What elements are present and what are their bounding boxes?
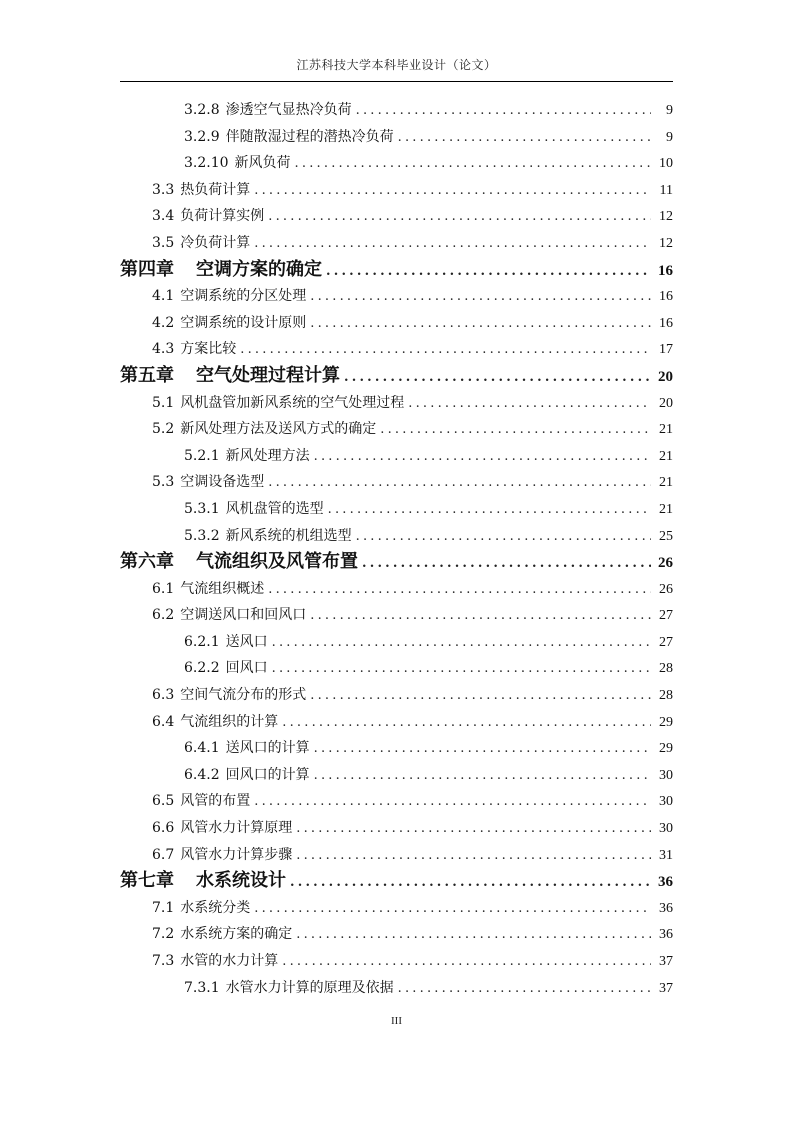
- toc-dot-leader: [290, 870, 651, 895]
- toc-entry-page: 21: [659, 422, 673, 438]
- toc-entry[interactable]: [120, 390, 673, 417]
- toc-dot-leader: [398, 125, 651, 151]
- toc-dot-leader: [314, 763, 651, 789]
- toc-entry[interactable]: [120, 762, 673, 789]
- toc-entry[interactable]: [120, 336, 673, 363]
- toc-entry-title: 水管水力计算的原理及依据: [225, 979, 394, 996]
- toc-entry-number: 7.3: [152, 953, 175, 969]
- running-header: 江苏科技大学本科毕业设计（论文）: [296, 58, 497, 72]
- toc-entry-page: 30: [659, 794, 673, 810]
- toc-entry[interactable]: [120, 523, 673, 550]
- toc-entry-number: 6.5: [152, 793, 175, 810]
- toc-entry-title: 气流组织概述: [180, 580, 265, 597]
- toc-entry-title: 气流组织的计算: [180, 713, 279, 730]
- toc-entry[interactable]: [120, 203, 673, 230]
- toc-entry-number: 6.6: [152, 820, 175, 837]
- toc-entry-number: 3.2.8: [184, 102, 220, 118]
- toc-entry-number: 6.3: [152, 687, 175, 704]
- toc-dot-leader: [268, 470, 651, 496]
- toc-entry-number: 第五章: [120, 364, 174, 386]
- toc-entry-number: 4.3: [152, 341, 175, 358]
- toc-entry-page: 37: [659, 980, 673, 996]
- toc-entry[interactable]: [120, 709, 673, 736]
- toc-entry-number: 5.2: [152, 421, 175, 438]
- toc-entry[interactable]: [120, 975, 673, 1002]
- toc-entry[interactable]: [120, 124, 673, 151]
- toc-dot-leader: [296, 922, 651, 948]
- toc-entry-page: 27: [659, 634, 673, 650]
- toc-entry-title: 新风处理方法: [225, 447, 310, 464]
- toc-entry[interactable]: [120, 602, 673, 629]
- toc-dot-leader: [282, 710, 651, 736]
- toc-entry-page: 29: [659, 741, 673, 757]
- page-number: III: [391, 1015, 402, 1027]
- toc-entry-title: 新风系统的机组选型: [225, 527, 352, 544]
- toc-entry-number: 6.2: [152, 607, 175, 624]
- toc-dot-leader: [254, 178, 651, 204]
- toc-dot-leader: [314, 444, 651, 470]
- toc-entry-page: 26: [659, 581, 673, 597]
- toc-dot-leader: [326, 259, 651, 284]
- toc-entry[interactable]: [120, 682, 673, 709]
- toc-entry-title: 渗透空气显热冷负荷: [225, 102, 352, 118]
- toc-entry-page: 36: [659, 900, 673, 916]
- toc-entry[interactable]: [120, 895, 673, 922]
- toc-entry-page: 21: [659, 475, 673, 491]
- toc-entry-page: 16: [658, 262, 673, 279]
- toc-entry-title: 空调方案的确定: [196, 258, 322, 280]
- toc-entry[interactable]: [120, 469, 673, 496]
- toc-entry-number: 第六章: [120, 551, 174, 573]
- toc-entry-title: 新风负荷: [234, 155, 291, 172]
- toc-entry-page: 26: [658, 555, 673, 572]
- toc-entry-page: 28: [659, 688, 673, 704]
- toc-entry-title: 回风口的计算: [225, 766, 310, 783]
- toc-entry-number: 4.1: [152, 288, 175, 305]
- toc-dot-leader: [344, 365, 651, 390]
- toc-entry[interactable]: [120, 815, 673, 842]
- toc-entry-number: 5.3.2: [184, 527, 220, 544]
- toc-entry-title: 水系统方案的确定: [180, 926, 293, 943]
- toc-entry-number: 6.4.2: [184, 766, 220, 783]
- toc-entry-title: 空调送风口和回风口: [180, 607, 307, 624]
- toc-entry-number: 7.2: [152, 926, 175, 943]
- toc-dot-leader: [356, 98, 651, 124]
- toc-entry-page: 27: [659, 608, 673, 624]
- toc-entry-number: 5.2.1: [184, 447, 220, 464]
- toc-entry-title: 方案比较: [180, 341, 237, 358]
- toc-entry-title: 热负荷计算: [180, 181, 251, 198]
- toc-entry-title: 空间气流分布的形式: [180, 687, 307, 704]
- toc-entry-page: 36: [659, 927, 673, 943]
- toc-entry-page: 16: [659, 289, 673, 305]
- toc-entry-title: 水管的水力计算: [180, 953, 279, 969]
- toc-entry[interactable]: [120, 842, 673, 869]
- toc-entry-number: 7.3.1: [184, 979, 220, 996]
- toc-entry-number: 5.3.1: [184, 500, 220, 517]
- toc-entry-title: 送风口: [225, 633, 268, 650]
- toc-entry[interactable]: [120, 948, 673, 975]
- toc-dot-leader: [272, 630, 651, 656]
- toc-entry-page: 36: [658, 874, 673, 891]
- toc-entry-number: 5.3: [152, 474, 175, 491]
- toc-entry-title: 水系统分类: [180, 899, 251, 916]
- toc-entry-page: 29: [659, 714, 673, 730]
- toc-entry-page: 10: [659, 156, 673, 172]
- toc-entry[interactable]: [120, 310, 673, 337]
- toc-entry-title: 气流组织及风管布置: [196, 551, 358, 573]
- toc-dot-leader: [254, 231, 651, 257]
- toc-dot-leader: [272, 656, 651, 682]
- toc-entry-number: 第四章: [120, 258, 174, 280]
- toc-dot-leader: [310, 284, 651, 310]
- toc-entry-title: 空调设备选型: [180, 474, 265, 491]
- toc-entry[interactable]: [120, 443, 673, 470]
- toc-entry-number: 5.1: [152, 394, 175, 411]
- toc-entry-number: 3.4: [152, 208, 175, 225]
- toc-entry-title: 伴随散湿过程的潜热冷负荷: [225, 128, 394, 145]
- toc-entry-number: 3.2.9: [184, 128, 220, 145]
- toc-entry-title: 送风口的计算: [225, 740, 310, 757]
- toc-dot-leader: [240, 337, 651, 363]
- toc-dot-leader: [296, 843, 651, 869]
- toc-entry-number: 4.2: [152, 314, 175, 331]
- header-divider: [120, 81, 673, 82]
- toc-entry-page: 28: [659, 661, 673, 677]
- toc-entry-number: 6.7: [152, 846, 175, 863]
- toc-chapter-entry[interactable]: [120, 549, 673, 576]
- toc-chapter-entry[interactable]: [120, 868, 673, 895]
- toc-dot-leader: [380, 417, 651, 443]
- toc-entry-page: 20: [658, 368, 673, 385]
- toc-entry-number: 3.5: [152, 234, 175, 251]
- toc-entry-title: 空调系统的设计原则: [180, 314, 307, 331]
- toc-entry[interactable]: [120, 576, 673, 603]
- toc-entry[interactable]: [120, 283, 673, 310]
- toc-dot-leader: [254, 896, 651, 922]
- toc-entry-page: 21: [659, 501, 673, 517]
- toc-entry[interactable]: [120, 496, 673, 523]
- toc-entry-page: 21: [659, 448, 673, 464]
- toc-entry-page: 16: [659, 315, 673, 331]
- toc-entry-page: 31: [659, 847, 673, 863]
- table-of-contents: [120, 97, 673, 1001]
- toc-entry[interactable]: [120, 921, 673, 948]
- toc-entry-title: 空气处理过程计算: [196, 364, 340, 386]
- toc-entry-number: 3.2.10: [184, 155, 229, 172]
- toc-entry-title: 负荷计算实例: [180, 208, 265, 225]
- toc-dot-leader: [268, 204, 651, 230]
- toc-entry[interactable]: [120, 788, 673, 815]
- toc-entry[interactable]: [120, 177, 673, 204]
- toc-entry-title: 风管水力计算原理: [180, 820, 293, 837]
- toc-entry-number: 7.1: [152, 899, 175, 916]
- toc-entry-number: 6.1: [152, 580, 175, 597]
- toc-entry[interactable]: [120, 97, 673, 124]
- toc-entry-page: 11: [659, 182, 673, 198]
- toc-dot-leader: [362, 551, 651, 576]
- toc-chapter-entry[interactable]: [120, 363, 673, 390]
- toc-entry-page: 30: [659, 767, 673, 783]
- toc-dot-leader: [282, 949, 651, 975]
- toc-entry-page: 17: [659, 342, 673, 358]
- toc-dot-leader: [310, 603, 651, 629]
- toc-entry-number: 第七章: [120, 870, 174, 892]
- toc-entry-number: 3.3: [152, 181, 175, 198]
- toc-entry-page: 25: [659, 528, 673, 544]
- toc-dot-leader: [310, 683, 651, 709]
- toc-dot-leader: [268, 577, 651, 603]
- toc-dot-leader: [314, 736, 651, 762]
- toc-dot-leader: [408, 391, 651, 417]
- toc-dot-leader: [356, 524, 651, 550]
- toc-entry-page: 12: [659, 235, 673, 251]
- toc-dot-leader: [296, 816, 651, 842]
- toc-entry-page: 9: [666, 103, 673, 118]
- toc-entry-number: 6.2.1: [184, 633, 220, 650]
- toc-entry-title: 风管水力计算步骤: [180, 846, 293, 863]
- toc-entry-title: 回风口: [225, 660, 268, 677]
- toc-entry-title: 风机盘管的选型: [225, 500, 324, 517]
- toc-entry-number: 6.4: [152, 713, 175, 730]
- toc-dot-leader: [328, 497, 651, 523]
- toc-entry[interactable]: [120, 655, 673, 682]
- toc-chapter-entry[interactable]: [120, 257, 673, 284]
- toc-entry-title: 新风处理方法及送风方式的确定: [180, 421, 377, 438]
- toc-entry[interactable]: [120, 230, 673, 257]
- toc-entry-number: 6.2.2: [184, 660, 220, 677]
- toc-entry-title: 风机盘管加新风系统的空气处理过程: [180, 394, 405, 411]
- toc-entry[interactable]: [120, 416, 673, 443]
- toc-entry-title: 风管的布置: [180, 793, 251, 810]
- toc-entry-title: 水系统设计: [196, 870, 286, 892]
- toc-entry-number: 6.4.1: [184, 740, 220, 757]
- toc-entry[interactable]: [120, 629, 673, 656]
- toc-dot-leader: [254, 789, 651, 815]
- toc-entry-page: 9: [666, 129, 673, 145]
- toc-dot-leader: [295, 151, 651, 177]
- toc-entry-page: 37: [659, 954, 673, 969]
- toc-entry[interactable]: [120, 735, 673, 762]
- toc-entry-title: 冷负荷计算: [180, 234, 251, 251]
- toc-entry-page: 30: [659, 821, 673, 837]
- toc-entry-page: 20: [659, 395, 673, 411]
- toc-dot-leader: [310, 311, 651, 337]
- toc-dot-leader: [398, 976, 651, 1002]
- toc-entry-page: 12: [659, 209, 673, 225]
- toc-entry-title: 空调系统的分区处理: [180, 288, 307, 305]
- toc-entry[interactable]: [120, 150, 673, 177]
